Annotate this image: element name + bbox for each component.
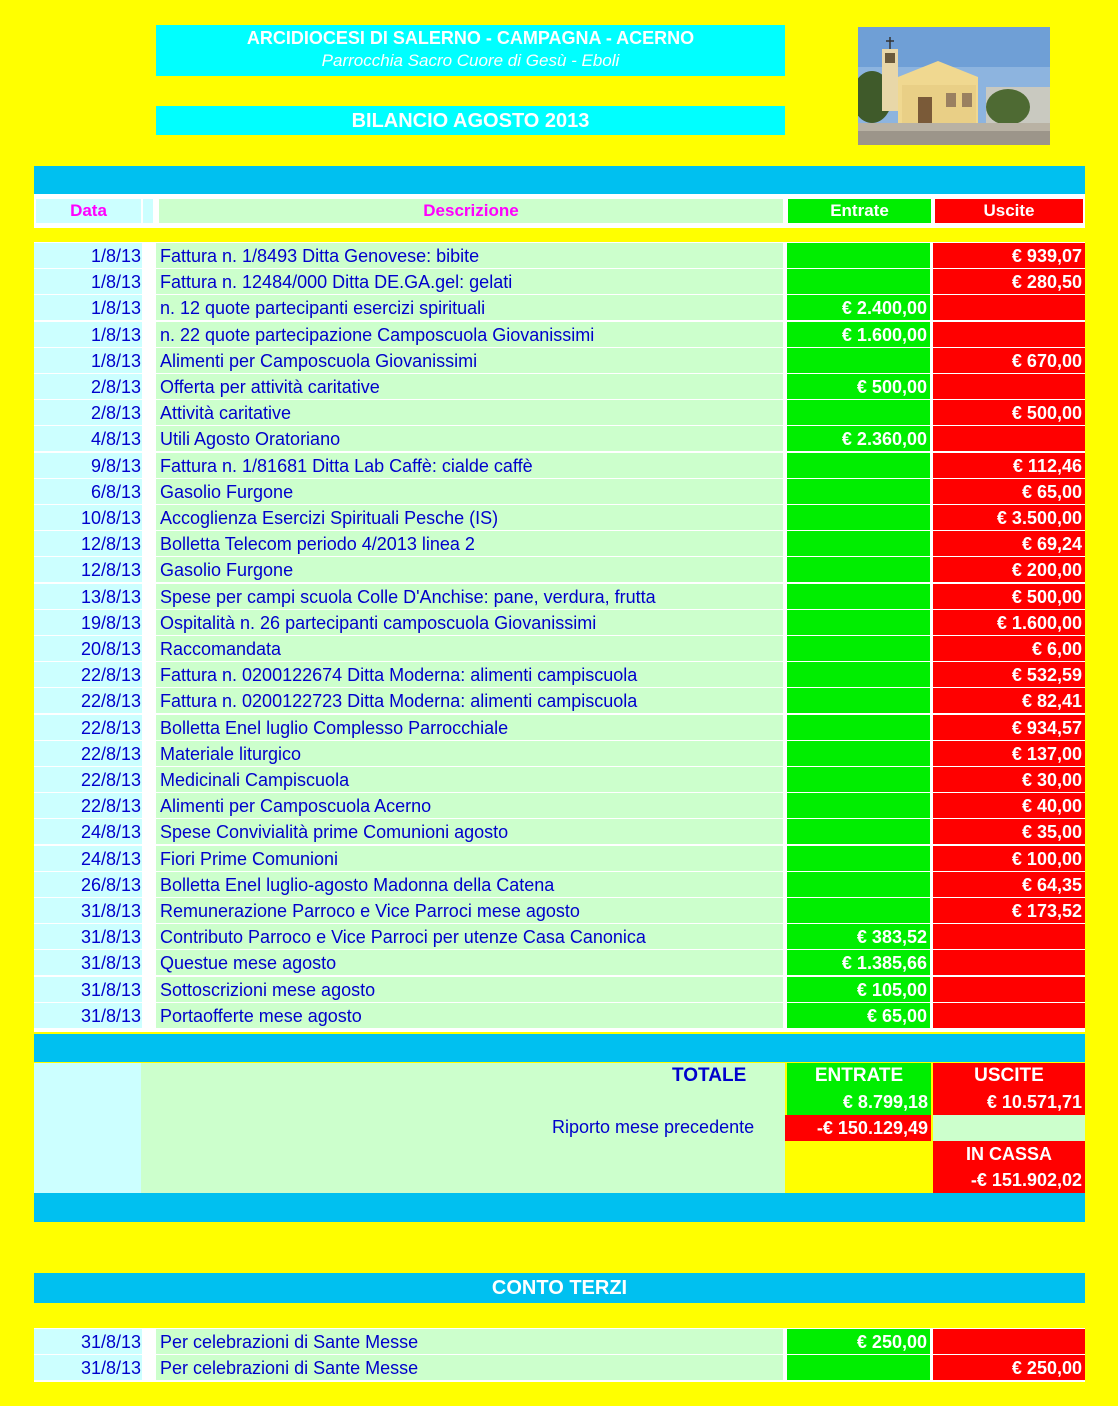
table-bottom-band	[34, 1034, 1085, 1062]
table-row	[34, 531, 1085, 557]
row-date: 26/8/13	[34, 872, 142, 897]
row-income	[787, 688, 930, 713]
row-income	[787, 610, 930, 635]
row-date: 10/8/13	[34, 505, 142, 530]
table-row	[34, 715, 1085, 741]
row-description: Fattura n. 0200122723 Ditta Moderna: alimenti campiscuola	[156, 688, 783, 713]
row-expense: € 3.500,00	[933, 505, 1085, 530]
row-expense	[933, 977, 1085, 1002]
row-expense: € 40,00	[933, 793, 1085, 818]
row-date: 22/8/13	[34, 793, 142, 818]
row-date: 9/8/13	[34, 453, 142, 478]
row-income	[787, 741, 930, 766]
row-expense: € 82,41	[933, 688, 1085, 713]
row-income: € 65,00	[787, 1003, 930, 1028]
row-income: € 383,52	[787, 924, 930, 949]
totals-left-panel	[34, 1063, 141, 1193]
table-row	[34, 1355, 1085, 1381]
row-date: 20/8/13	[34, 636, 142, 661]
row-description: Alimenti per Camposcuola Giovanissimi	[156, 348, 783, 373]
row-date: 24/8/13	[34, 819, 142, 844]
table-row	[34, 898, 1085, 924]
row-date: 31/8/13	[34, 1003, 142, 1028]
table-row	[34, 374, 1085, 400]
row-income: € 1.600,00	[787, 322, 930, 347]
table-row	[34, 636, 1085, 662]
row-description: Ospitalità n. 26 partecipanti camposcuola Giovanissimi	[156, 610, 783, 635]
cash-value: -€ 151.902,02	[933, 1167, 1085, 1193]
row-income	[787, 557, 930, 582]
row-expense	[933, 950, 1085, 975]
third-party-title: CONTO TERZI	[34, 1273, 1085, 1303]
table-row	[34, 295, 1085, 321]
row-description: Gasolio Furgone	[156, 479, 783, 504]
totals-bottom-band	[34, 1193, 1085, 1222]
row-expense: € 6,00	[933, 636, 1085, 661]
row-description: n. 22 quote partecipazione Camposcuola Giovanissimi	[156, 322, 783, 347]
column-header-expense: Uscite	[935, 199, 1083, 223]
row-income: € 2.360,00	[787, 426, 930, 451]
row-date: 31/8/13	[34, 924, 142, 949]
row-income	[787, 898, 930, 923]
row-description: Bolletta Enel luglio-agosto Madonna della Catena	[156, 872, 783, 897]
row-date: 31/8/13	[34, 1355, 142, 1380]
row-expense: € 64,35	[933, 872, 1085, 897]
row-description: Fattura n. 1/81681 Ditta Lab Caffè: cialde caffè	[156, 453, 783, 478]
table-row	[34, 610, 1085, 636]
table-row	[34, 924, 1085, 950]
table-row	[34, 322, 1085, 348]
table-row	[34, 269, 1085, 295]
row-income	[787, 1355, 930, 1380]
row-expense: € 100,00	[933, 846, 1085, 871]
row-date: 19/8/13	[34, 610, 142, 635]
row-date: 1/8/13	[34, 295, 142, 320]
row-expense: € 200,00	[933, 557, 1085, 582]
table-row	[34, 557, 1085, 583]
row-income: € 105,00	[787, 977, 930, 1002]
row-expense: € 1.600,00	[933, 610, 1085, 635]
row-description: Spese per campi scuola Colle D'Anchise: pane, verdura, frutta	[156, 584, 783, 609]
row-date: 1/8/13	[34, 243, 142, 268]
row-description: Accoglienza Esercizi Spirituali Pesche (IS)	[156, 505, 783, 530]
cash-label: IN CASSA	[933, 1141, 1085, 1167]
table-row	[34, 767, 1085, 793]
table-row	[34, 505, 1085, 531]
table-row	[34, 950, 1085, 976]
row-date: 31/8/13	[34, 1329, 142, 1354]
row-expense: € 500,00	[933, 400, 1085, 425]
row-expense	[933, 1003, 1085, 1028]
row-date: 22/8/13	[34, 662, 142, 687]
table-row	[34, 872, 1085, 898]
row-description: Sottoscrizioni mese agosto	[156, 977, 783, 1002]
row-expense: € 30,00	[933, 767, 1085, 792]
header-title-box	[156, 25, 785, 76]
row-expense: € 500,00	[933, 584, 1085, 609]
carry-over-value: -€ 150.129,49	[785, 1115, 931, 1141]
row-income	[787, 400, 930, 425]
parish-subtitle: Parrocchia Sacro Cuore di Gesù - Eboli	[321, 51, 620, 70]
row-expense: € 173,52	[933, 898, 1085, 923]
row-expense: € 670,00	[933, 348, 1085, 373]
table-row	[34, 1329, 1085, 1355]
row-description: Per celebrazioni di Sante Messe	[156, 1329, 783, 1354]
row-income	[787, 662, 930, 687]
row-income	[787, 819, 930, 844]
row-description: Fattura n. 1/8493 Ditta Genovese: bibite	[156, 243, 783, 268]
row-description: Spese Convivialità prime Comunioni agosto	[156, 819, 783, 844]
row-description: n. 12 quote partecipanti esercizi spirituali	[156, 295, 783, 320]
table-row	[34, 662, 1085, 688]
row-description: Remunerazione Parroco e Vice Parroci mese agosto	[156, 898, 783, 923]
row-date: 22/8/13	[34, 715, 142, 740]
row-expense: € 69,24	[933, 531, 1085, 556]
row-date: 22/8/13	[34, 688, 142, 713]
row-expense: € 939,07	[933, 243, 1085, 268]
row-income	[787, 872, 930, 897]
row-description: Attività caritative	[156, 400, 783, 425]
row-date: 31/8/13	[34, 898, 142, 923]
row-income: € 250,00	[787, 1329, 930, 1354]
row-description: Gasolio Furgone	[156, 557, 783, 582]
row-description: Medicinali Campiscuola	[156, 767, 783, 792]
table-row	[34, 1003, 1085, 1029]
row-date: 1/8/13	[34, 322, 142, 347]
row-expense	[933, 1329, 1085, 1354]
column-header-income: Entrate	[788, 199, 931, 223]
row-date: 12/8/13	[34, 531, 142, 556]
row-expense: € 35,00	[933, 819, 1085, 844]
totals-income-value: € 8.799,18	[787, 1089, 931, 1115]
row-date: 13/8/13	[34, 584, 142, 609]
row-description: Fiori Prime Comunioni	[156, 846, 783, 871]
row-income	[787, 348, 930, 373]
row-income	[787, 793, 930, 818]
table-row	[34, 584, 1085, 610]
totals-label: TOTALE	[672, 1065, 747, 1086]
table-row	[34, 453, 1085, 479]
table-row	[34, 688, 1085, 714]
row-expense: € 250,00	[933, 1355, 1085, 1380]
row-income	[787, 505, 930, 530]
row-income	[787, 584, 930, 609]
row-description: Portaofferte mese agosto	[156, 1003, 783, 1028]
row-income	[787, 453, 930, 478]
report-title: BILANCIO AGOSTO 2013	[156, 106, 785, 135]
row-income	[787, 636, 930, 661]
row-description: Alimenti per Camposcuola Acerno	[156, 793, 783, 818]
carry-over-empty-cell	[933, 1115, 1085, 1141]
totals-expense-label: USCITE	[933, 1063, 1085, 1089]
row-description: Raccomandata	[156, 636, 783, 661]
table-row	[34, 819, 1085, 845]
table-row	[34, 479, 1085, 505]
column-header-spacer	[143, 199, 153, 223]
row-expense	[933, 924, 1085, 949]
table-row	[34, 793, 1085, 819]
row-expense	[933, 374, 1085, 399]
row-date: 22/8/13	[34, 767, 142, 792]
row-income: € 2.400,00	[787, 295, 930, 320]
row-description: Bolletta Enel luglio Complesso Parrocchiale	[156, 715, 783, 740]
row-description: Offerta per attività caritative	[156, 374, 783, 399]
row-income	[787, 531, 930, 556]
row-date: 2/8/13	[34, 374, 142, 399]
row-expense: € 112,46	[933, 453, 1085, 478]
row-date: 12/8/13	[34, 557, 142, 582]
table-row	[34, 741, 1085, 767]
table-row	[34, 243, 1085, 269]
row-date: 1/8/13	[34, 348, 142, 373]
row-expense: € 137,00	[933, 741, 1085, 766]
totals-expense-value: € 10.571,71	[933, 1089, 1085, 1115]
row-expense: € 65,00	[933, 479, 1085, 504]
row-description: Contributo Parroco e Vice Parroci per utenze Casa Canonica	[156, 924, 783, 949]
row-income	[787, 269, 930, 294]
row-income: € 1.385,66	[787, 950, 930, 975]
table-row	[34, 977, 1085, 1003]
row-description: Bolletta Telecom periodo 4/2013 linea 2	[156, 531, 783, 556]
row-description: Materiale liturgico	[156, 741, 783, 766]
row-description: Fattura n. 0200122674 Ditta Moderna: alimenti campiscuola	[156, 662, 783, 687]
row-income	[787, 846, 930, 871]
row-expense: € 532,59	[933, 662, 1085, 687]
column-header-date: Data	[36, 199, 141, 223]
table-row	[34, 846, 1085, 872]
row-income	[787, 479, 930, 504]
column-header-description: Descrizione	[159, 199, 783, 223]
row-income	[787, 715, 930, 740]
church-photo	[858, 27, 1050, 145]
row-expense: € 280,50	[933, 269, 1085, 294]
row-income	[787, 767, 930, 792]
row-date: 4/8/13	[34, 426, 142, 451]
row-description: Fattura n. 12484/000 Ditta DE.GA.gel: gelati	[156, 269, 783, 294]
row-date: 31/8/13	[34, 950, 142, 975]
row-date: 1/8/13	[34, 269, 142, 294]
row-income	[787, 243, 930, 268]
row-description: Questue mese agosto	[156, 950, 783, 975]
row-description: Utili Agosto Oratoriano	[156, 426, 783, 451]
row-description: Per celebrazioni di Sante Messe	[156, 1355, 783, 1380]
row-date: 31/8/13	[34, 977, 142, 1002]
row-date: 22/8/13	[34, 741, 142, 766]
row-expense	[933, 295, 1085, 320]
table-row	[34, 426, 1085, 452]
diocese-title: ARCIDIOCESI DI SALERNO - CAMPAGNA - ACERNO	[246, 28, 695, 48]
table-row	[34, 348, 1085, 374]
row-date: 6/8/13	[34, 479, 142, 504]
table-row	[34, 400, 1085, 426]
row-expense	[933, 426, 1085, 451]
row-expense	[933, 322, 1085, 347]
table-top-band	[34, 166, 1085, 194]
carry-over-label: Riporto mese precedente	[552, 1117, 755, 1137]
totals-income-label: ENTRATE	[787, 1063, 931, 1089]
row-date: 24/8/13	[34, 846, 142, 871]
row-date: 2/8/13	[34, 400, 142, 425]
row-expense: € 934,57	[933, 715, 1085, 740]
row-income: € 500,00	[787, 374, 930, 399]
